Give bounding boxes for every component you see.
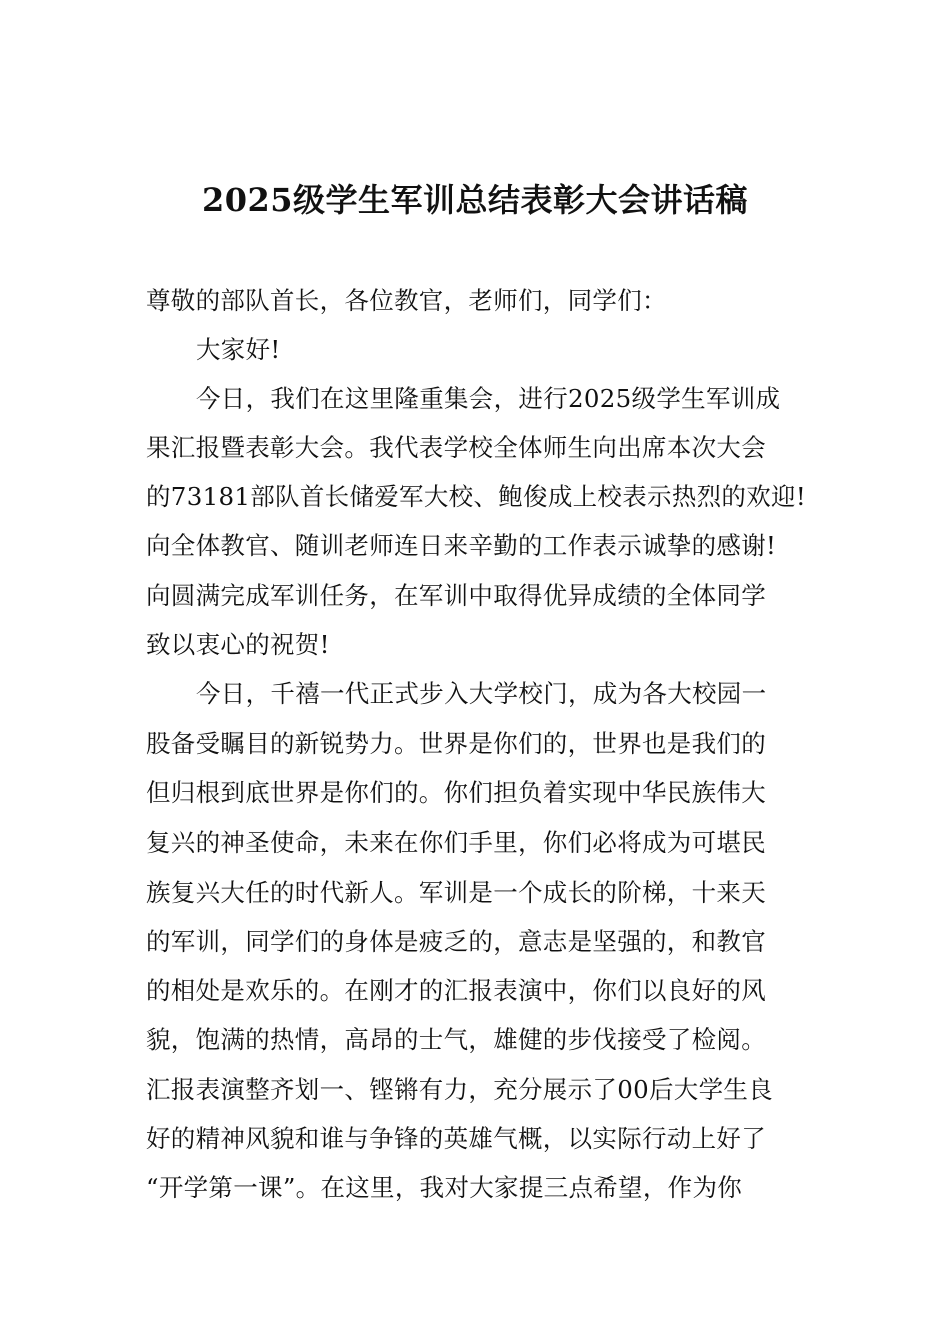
paragraph-2-line-8: 貌，饱满的热情，高昂的士气，雄健的步伐接受了检阅。 [146, 1025, 766, 1054]
greeting-line: 大家好! [196, 335, 281, 364]
paragraph-2-line-5: 族复兴大任的时代新人。军训是一个成长的阶梯，十来天 [146, 878, 766, 907]
paragraph-2-line-6: 的军训，同学们的身体是疲乏的，意志是坚强的，和教官 [146, 927, 766, 956]
paragraph-2-line-11: “开学第一课”。在这里，我对大家提三点希望，作为你 [146, 1173, 743, 1202]
paragraph-2-line-3: 但归根到底世界是你们的。你们担负着实现中华民族伟大 [146, 778, 766, 807]
document-title: 2025级学生军训总结表彰大会讲话稿 [201, 181, 749, 219]
paragraph-1-line-6: 致以衷心的祝贺! [146, 630, 330, 659]
paragraph-2-line-1: 今日，千禧一代正式步入大学校门，成为各大校园一 [196, 679, 767, 708]
salutation-line: 尊敬的部队首长，各位教官，老师们，同学们： [146, 286, 667, 315]
paragraph-1-line-2: 果汇报暨表彰大会。我代表学校全体师生向出席本次大会 [146, 433, 766, 462]
paragraph-1-line-5: 向圆满完成军训任务，在军训中取得优异成绩的全体同学 [146, 581, 766, 610]
paragraph-2-line-4: 复兴的神圣使命，未来在你们手里，你们必将成为可堪民 [146, 828, 766, 857]
paragraph-2-line-7: 的相处是欢乐的。在刚才的汇报表演中，你们以良好的风 [146, 976, 766, 1005]
paragraph-1-line-4: 向全体教官、随训老师连日来辛勤的工作表示诚挚的感谢! [146, 531, 777, 560]
paragraph-2-line-2: 股备受瞩目的新锐势力。世界是你们的，世界也是我们的 [146, 729, 766, 758]
paragraph-2-line-9: 汇报表演整齐划一、铿锵有力，充分展示了00后大学生良 [146, 1075, 773, 1104]
paragraph-1-line-3: 的73181部队首长储爱军大校、鲍俊成上校表示热烈的欢迎! [146, 482, 806, 511]
paragraph-1-line-1: 今日，我们在这里隆重集会，进行2025级学生军训成 [196, 384, 781, 413]
paragraph-2-line-10: 好的精神风貌和谁与争锋的英雄气概，以实际行动上好了 [146, 1124, 766, 1153]
